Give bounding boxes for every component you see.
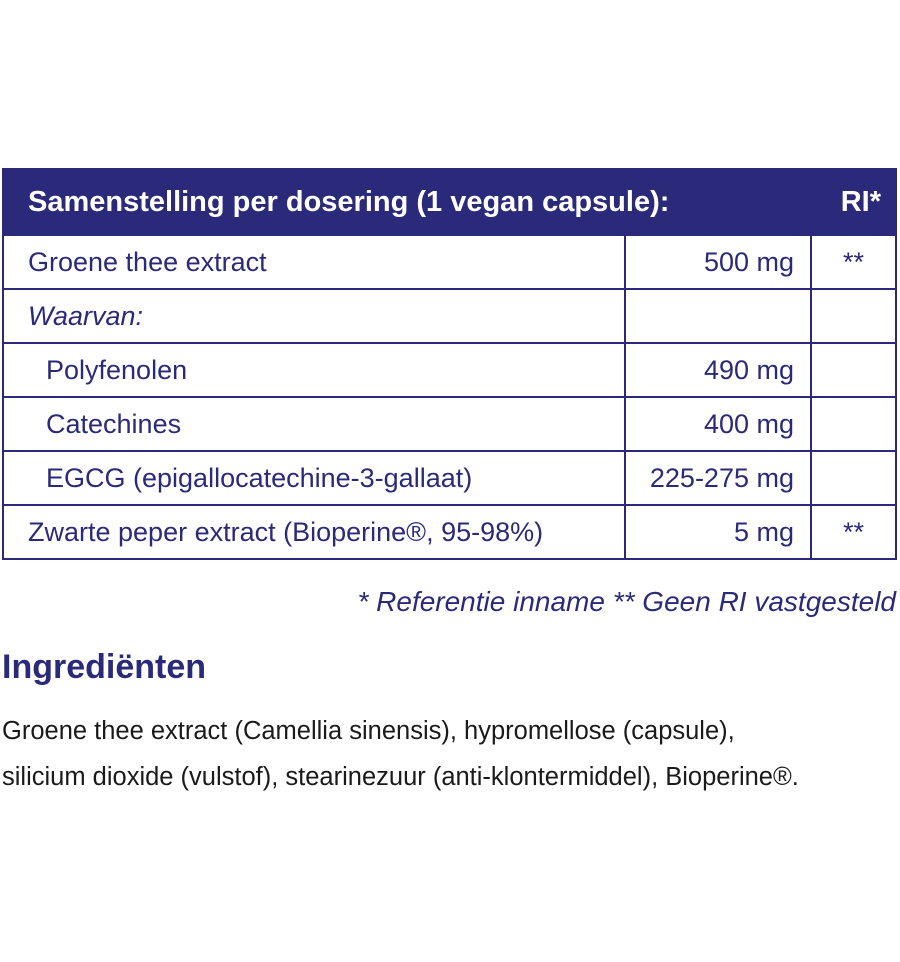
table-row <box>3 397 896 451</box>
row-amount: 490 mg <box>625 343 811 397</box>
row-name: EGCG (epigallocatechine-3-gallaat) <box>3 451 625 505</box>
row-ri <box>811 289 896 343</box>
table-row <box>3 505 896 559</box>
ingredients-text <box>2 708 898 800</box>
row-amount: 500 mg <box>625 235 811 289</box>
table-header-title: Samenstelling per dosering (1 vegan capsule): <box>3 169 811 235</box>
row-amount <box>625 289 811 343</box>
row-ri: ** <box>811 235 896 289</box>
row-amount: 5 mg <box>625 505 811 559</box>
row-name: Polyfenolen <box>3 343 625 397</box>
table-row <box>3 235 896 289</box>
table-row <box>3 343 896 397</box>
table-row <box>3 451 896 505</box>
row-ri <box>811 397 896 451</box>
ingredients-line: silicium dioxide (vulstof), stearinezuur (anti-klontermiddel), Bioperine®. <box>2 763 799 791</box>
table-header-row <box>3 169 896 235</box>
ingredients-heading: Ingrediënten <box>2 648 207 686</box>
row-name: Catechines <box>3 397 625 451</box>
ri-footnote: * Referentie inname ** Geen RI vastgesteld <box>357 586 896 617</box>
row-name: Waarvan: <box>3 289 625 343</box>
row-amount: 225-275 mg <box>625 451 811 505</box>
row-ri <box>811 451 896 505</box>
table-row <box>3 289 896 343</box>
row-name: Zwarte peper extract (Bioperine®, 95-98%) <box>3 505 625 559</box>
row-name: Groene thee extract <box>3 235 625 289</box>
table-header-ri: RI* <box>811 169 896 235</box>
row-amount: 400 mg <box>625 397 811 451</box>
row-ri: ** <box>811 505 896 559</box>
nutrition-table <box>2 168 897 560</box>
ingredients-line: Groene thee extract (Camellia sinensis), hypromellose (capsule), <box>2 717 735 745</box>
row-ri <box>811 343 896 397</box>
